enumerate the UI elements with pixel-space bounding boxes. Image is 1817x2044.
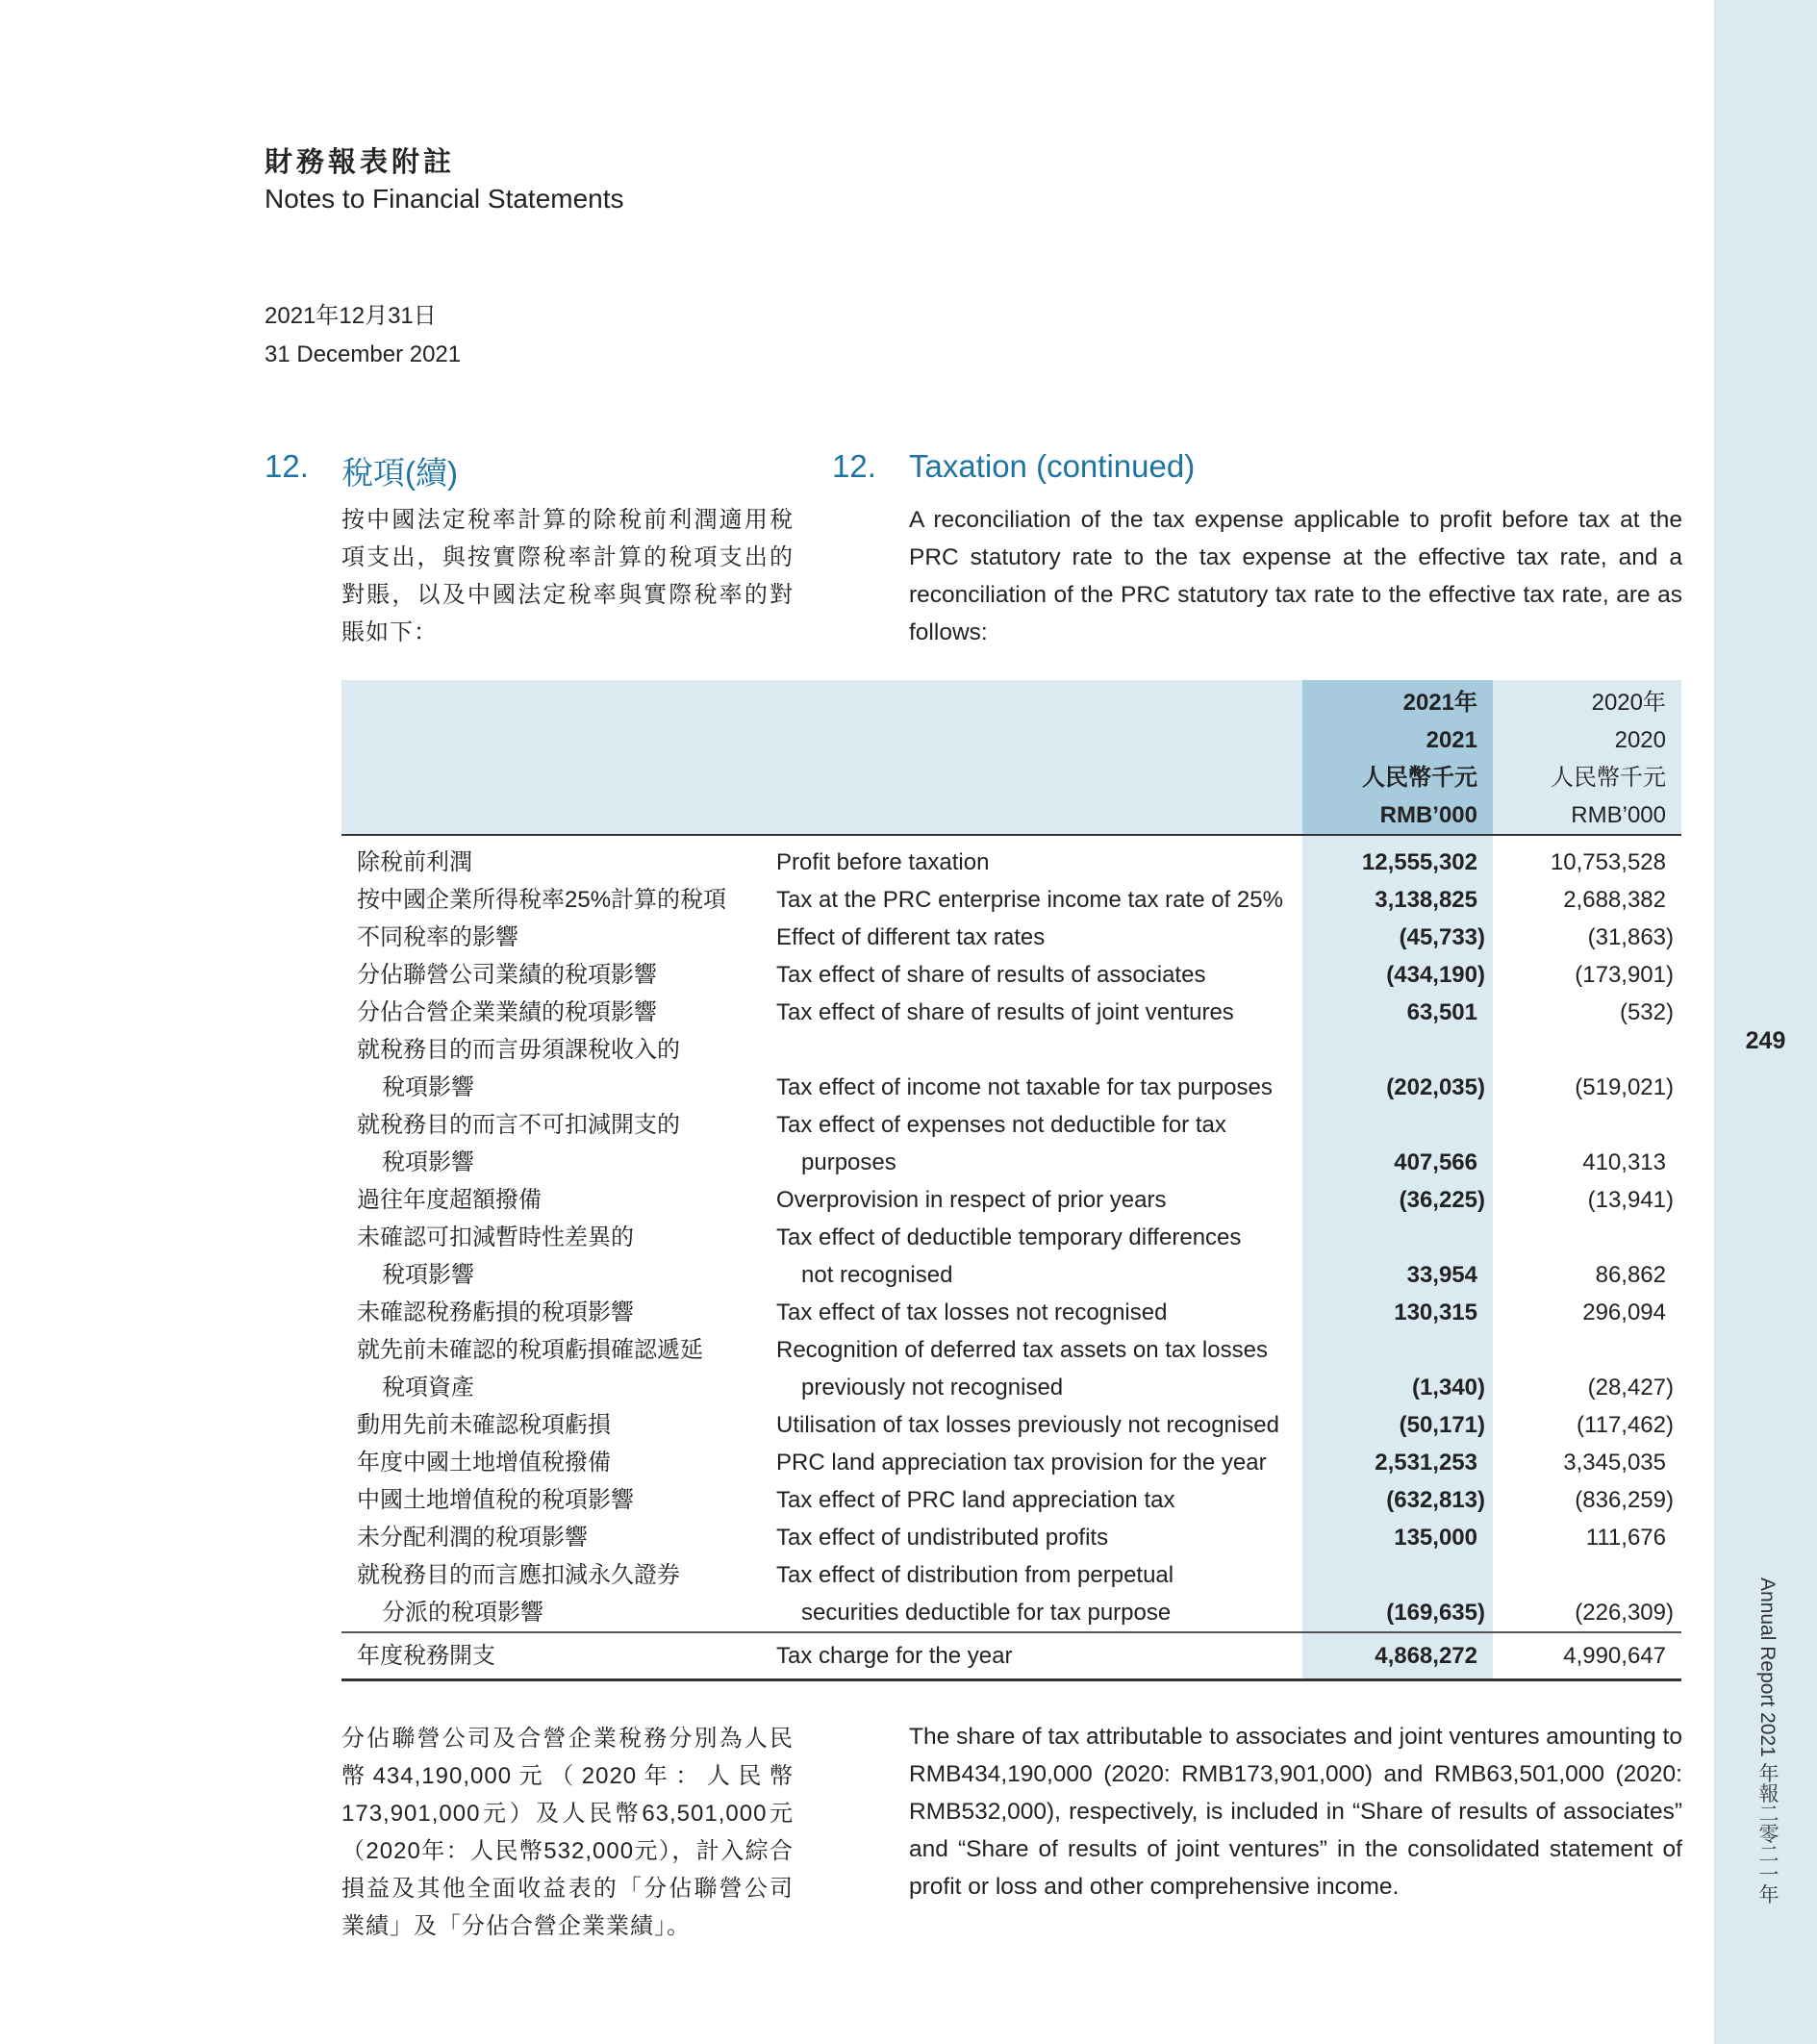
- row-value-2020: [1493, 881, 1681, 919]
- row-label-zh: [341, 1519, 761, 1556]
- row-label-zh: [341, 1406, 761, 1444]
- row-value-2021: [1302, 1181, 1493, 1219]
- value-2020: (13,941): [1587, 1187, 1674, 1213]
- row-value-2021: [1302, 1294, 1493, 1331]
- row-label-en-line1: Tax effect of income not taxable for tax purposes: [776, 1074, 1273, 1100]
- row-label-en: [761, 1181, 1302, 1219]
- row-label-en-line2: previously not recognised: [801, 1375, 1064, 1401]
- row-label-zh: [341, 1031, 761, 1106]
- column-header-2021: [1302, 680, 1493, 835]
- row-value-2021: [1302, 1481, 1493, 1519]
- row-value-2020: [1493, 1556, 1681, 1632]
- row-label-zh-line1: 就稅務目的而言不可扣減開支的: [357, 1112, 680, 1138]
- header-title-zh: 財務報表附註: [265, 145, 456, 178]
- table-row: [341, 956, 1681, 994]
- row-label-zh-line2: 稅項影響: [382, 1262, 474, 1288]
- row-label-zh-line1: 分佔聯營公司業績的稅項影響: [357, 962, 657, 988]
- row-value-2020: [1493, 994, 1681, 1031]
- value-2020: (173,901): [1575, 962, 1674, 988]
- column-header-2020: [1493, 680, 1681, 835]
- row-label-en: [761, 956, 1302, 994]
- row-label-zh: [341, 1181, 761, 1219]
- row-label-en-line1: Tax effect of PRC land appreciation tax: [776, 1487, 1175, 1513]
- table-row: [341, 1106, 1681, 1181]
- row-label-zh: [341, 1106, 761, 1181]
- row-label-en-line2: not recognised: [801, 1262, 953, 1288]
- header-title-en: Notes to Financial Statements: [265, 184, 624, 214]
- table-row: [341, 881, 1681, 919]
- row-label-zh-line1: 就稅務目的而言毋須課稅收入的: [357, 1037, 680, 1063]
- row-value-2020: [1493, 1031, 1681, 1106]
- value-2020: 111,676: [1585, 1525, 1666, 1551]
- row-label-zh-line1: 未確認可扣減暫時性差異的: [357, 1224, 634, 1250]
- value-2021: (45,733): [1399, 924, 1485, 950]
- row-label-zh-line1: 年度中國土地增值稅撥備: [357, 1450, 611, 1476]
- total-2021: 4,868,272: [1302, 1632, 1493, 1680]
- row-label-zh-line1: 中國土地增值稅的稅項影響: [357, 1487, 634, 1513]
- row-label-en-line2: securities deductible for tax purpose: [801, 1600, 1172, 1626]
- value-2020: 296,094: [1582, 1300, 1666, 1325]
- value-2021: (50,171): [1399, 1412, 1485, 1438]
- row-label-en: [761, 1294, 1302, 1331]
- row-label-en: [761, 1519, 1302, 1556]
- value-2020: 2,688,382: [1563, 887, 1666, 913]
- row-label-en-line1: Tax effect of expenses not deductible for tax: [776, 1112, 1226, 1138]
- row-value-2020: [1493, 1406, 1681, 1444]
- row-value-2021: [1302, 994, 1493, 1031]
- note-zh: 分佔聯營公司及合營企業稅務分別為人民幣434,190,000元（2020年：人民幣173,901,000元）及人民幣63,501,000元（2020年：人民幣532,000元），計入綜合損益及其他全面收益表的「分佔聯營公司業績」及「分佔合營企業業績」。: [341, 1726, 794, 1939]
- intro-en: A reconciliation of the tax expense applicable to profit before tax at the PRC statutory rate to the tax expense at the effective tax rate, and a reconciliation of the PRC statutory tax rate to the effective tax rate, are as follows:: [909, 507, 1682, 645]
- total-label-zh: 年度稅務開支: [341, 1632, 761, 1680]
- table-row: [341, 1481, 1681, 1519]
- value-2020: (836,259): [1575, 1487, 1674, 1513]
- row-label-zh-line1: 除稅前利潤: [357, 849, 472, 875]
- value-2021: (632,813): [1386, 1487, 1485, 1513]
- value-2021: 135,000: [1394, 1525, 1477, 1551]
- value-2020: 10,753,528: [1550, 849, 1666, 875]
- row-label-zh: [341, 919, 761, 956]
- row-label-zh: [341, 1294, 761, 1331]
- section-number-zh: 12.: [265, 448, 309, 484]
- row-label-zh: [341, 994, 761, 1031]
- row-value-2021: [1302, 1031, 1493, 1106]
- row-value-2021: [1302, 1406, 1493, 1444]
- page-header: [265, 142, 624, 217]
- row-value-2021: [1302, 1106, 1493, 1181]
- row-label-en-line1: Tax effect of share of results of associates: [776, 962, 1206, 988]
- row-value-2021: [1302, 956, 1493, 994]
- report-label: Annual Report 2021 年報二零二一年: [1756, 1577, 1779, 1905]
- value-2021: (169,635): [1386, 1600, 1485, 1626]
- value-2020: 410,313: [1582, 1149, 1666, 1175]
- row-label-en: [761, 1406, 1302, 1444]
- col-2020-unit-zh: 人民幣千元: [1551, 765, 1666, 791]
- col-2020-year-zh: 2020年: [1591, 690, 1666, 716]
- row-value-2020: [1493, 1444, 1681, 1481]
- table-row: [341, 1519, 1681, 1556]
- section-number-en: 12.: [832, 448, 876, 484]
- row-label-en-line1: PRC land appreciation tax provision for the year: [776, 1450, 1267, 1476]
- row-value-2021: [1302, 1444, 1493, 1481]
- row-label-en-line1: Tax at the PRC enterprise income tax rate of 25%: [776, 887, 1283, 913]
- row-value-2020: [1493, 1519, 1681, 1556]
- value-2020: (31,863): [1587, 924, 1674, 950]
- value-2021: 3,138,825: [1375, 887, 1477, 913]
- row-value-2020: [1493, 1481, 1681, 1519]
- value-2021: 2,531,253: [1375, 1450, 1477, 1476]
- row-label-en: [761, 881, 1302, 919]
- col-2020-year-en: 2020: [1614, 727, 1666, 753]
- row-label-zh: [341, 1481, 761, 1519]
- table-row: [341, 1406, 1681, 1444]
- row-label-en-line1: Tax effect of deductible temporary differences: [776, 1224, 1242, 1250]
- value-2020: 86,862: [1595, 1262, 1666, 1288]
- row-label-en: [761, 1106, 1302, 1181]
- row-value-2021: [1302, 1519, 1493, 1556]
- row-label-zh-line1: 就先前未確認的稅項虧損確認遞延: [357, 1337, 703, 1363]
- row-label-zh-line2: 分派的稅項影響: [382, 1600, 543, 1626]
- row-label-en: [761, 835, 1302, 881]
- row-value-2021: [1302, 919, 1493, 956]
- col-2021-unit-zh: 人民幣千元: [1362, 765, 1477, 791]
- value-2021: 63,501: [1406, 999, 1477, 1025]
- row-value-2020: [1493, 919, 1681, 956]
- row-label-en-line1: Utilisation of tax losses previously not recognised: [776, 1412, 1279, 1438]
- header-blank-zh: [341, 680, 761, 835]
- row-label-en: [761, 1031, 1302, 1106]
- total-2020: 4,990,647: [1493, 1632, 1681, 1680]
- value-2020: (226,309): [1575, 1600, 1674, 1626]
- tax-reconciliation-table: [341, 680, 1681, 1681]
- row-value-2020: [1493, 835, 1681, 881]
- row-label-zh-line1: 未確認稅務虧損的稅項影響: [357, 1300, 634, 1325]
- row-label-zh-line1: 過往年度超額撥備: [357, 1187, 542, 1213]
- section-title-en: Taxation (continued): [909, 448, 1196, 484]
- row-label-en-line2: purposes: [801, 1149, 896, 1175]
- value-2021: 12,555,302: [1361, 849, 1477, 875]
- date-zh: 2021年12月31日: [265, 303, 437, 329]
- table-row: [341, 919, 1681, 956]
- table-row: [341, 1181, 1681, 1219]
- value-2021: 407,566: [1394, 1149, 1477, 1175]
- row-label-zh-line1: 分佔合營企業業績的稅項影響: [357, 999, 657, 1025]
- intro-zh: 按中國法定稅率計算的除稅前利潤適用稅項支出，與按實際稅率計算的稅項支出的對賬，以及中國法定稅率與實際稅率的對賬如下：: [341, 507, 794, 645]
- table-row: [341, 1031, 1681, 1106]
- row-label-zh-line2: 稅項影響: [382, 1149, 474, 1175]
- row-label-en-line1: Overprovision in respect of prior years: [776, 1187, 1167, 1213]
- row-label-zh-line1: 按中國企業所得稅率25%計算的稅項: [357, 887, 727, 913]
- row-label-en: [761, 1444, 1302, 1481]
- value-2021: 130,315: [1394, 1300, 1477, 1325]
- value-2020: (532): [1619, 999, 1674, 1025]
- table-row: [341, 1444, 1681, 1481]
- table-row: [341, 1219, 1681, 1294]
- value-2020: (519,021): [1575, 1074, 1674, 1100]
- row-value-2021: [1302, 1219, 1493, 1294]
- row-value-2021: [1302, 881, 1493, 919]
- col-2021-year-en: 2021: [1426, 727, 1477, 753]
- row-label-zh: [341, 881, 761, 919]
- row-label-en-line1: Profit before taxation: [776, 849, 990, 875]
- row-label-zh-line1: 未分配利潤的稅項影響: [357, 1525, 588, 1551]
- total-row: [341, 1632, 1681, 1680]
- col-2021-unit-en: RMB’000: [1379, 802, 1477, 828]
- row-label-zh: [341, 835, 761, 881]
- row-label-en-line1: Tax effect of distribution from perpetual: [776, 1562, 1174, 1588]
- row-label-en-line1: Tax effect of share of results of joint ventures: [776, 999, 1234, 1025]
- statement-date: [265, 297, 461, 374]
- row-label-en: [761, 1219, 1302, 1294]
- note-en: The share of tax attributable to associates and joint ventures amounting to RMB434,190,000 (2020: RMB173,901,000) and RMB63,501,000 (2020: RMB532,000), respectively, is included in “Share of results of associates” and “Share of results of joint ventures” in the consolidated statement of profit or loss and other comprehensive income.: [909, 1724, 1682, 1900]
- row-label-en: [761, 1481, 1302, 1519]
- row-value-2020: [1493, 1294, 1681, 1331]
- col-2021-year-zh: 2021年: [1402, 690, 1477, 716]
- value-2021: (434,190): [1386, 962, 1485, 988]
- value-2020: 3,345,035: [1563, 1450, 1666, 1476]
- row-label-en: [761, 1556, 1302, 1632]
- table-row: [341, 994, 1681, 1031]
- row-value-2020: [1493, 1219, 1681, 1294]
- row-label-zh-line2: 稅項資產: [382, 1375, 474, 1401]
- row-label-zh-line1: 就稅務目的而言應扣減永久證券: [357, 1562, 680, 1588]
- value-2021: (202,035): [1386, 1074, 1485, 1100]
- total-label-en: Tax charge for the year: [761, 1632, 1302, 1680]
- table-row: [341, 1294, 1681, 1331]
- value-2020: (28,427): [1587, 1375, 1674, 1401]
- value-2021: (1,340): [1411, 1375, 1485, 1401]
- value-2021: (36,225): [1399, 1187, 1485, 1213]
- value-2020: (117,462): [1577, 1412, 1674, 1438]
- row-label-en-line1: Tax effect of tax losses not recognised: [776, 1300, 1168, 1325]
- page-number: 249: [1745, 1027, 1786, 1054]
- row-label-zh: [341, 1331, 761, 1406]
- row-label-zh-line2: 稅項影響: [382, 1074, 474, 1100]
- header-blank-en: [761, 680, 1302, 835]
- row-label-en-line1: Recognition of deferred tax assets on tax losses: [776, 1337, 1268, 1363]
- row-label-en: [761, 994, 1302, 1031]
- table-row: [341, 835, 1681, 881]
- row-label-zh: [341, 1444, 761, 1481]
- table-row: [341, 1331, 1681, 1406]
- row-label-zh-line1: 不同稅率的影響: [357, 924, 518, 950]
- date-en: 31 December 2021: [265, 341, 462, 367]
- row-label-zh-line1: 動用先前未確認稅項虧損: [357, 1412, 611, 1438]
- row-label-zh: [341, 1556, 761, 1632]
- row-value-2020: [1493, 1181, 1681, 1219]
- row-label-en-line1: Effect of different tax rates: [776, 924, 1046, 950]
- table-body: [341, 835, 1681, 1680]
- value-2021: 33,954: [1406, 1262, 1477, 1288]
- row-label-zh: [341, 956, 761, 994]
- row-label-en: [761, 1331, 1302, 1406]
- row-value-2021: [1302, 1556, 1493, 1632]
- row-label-zh: [341, 1219, 761, 1294]
- table-row: [341, 1556, 1681, 1632]
- section-title-zh: 稅項(續): [341, 455, 458, 491]
- row-label-en: [761, 919, 1302, 956]
- row-label-en-line1: Tax effect of undistributed profits: [776, 1525, 1109, 1551]
- row-value-2020: [1493, 956, 1681, 994]
- row-value-2020: [1493, 1331, 1681, 1406]
- row-value-2021: [1302, 835, 1493, 881]
- row-value-2021: [1302, 1331, 1493, 1406]
- row-value-2020: [1493, 1106, 1681, 1181]
- col-2020-unit-en: RMB’000: [1571, 802, 1666, 828]
